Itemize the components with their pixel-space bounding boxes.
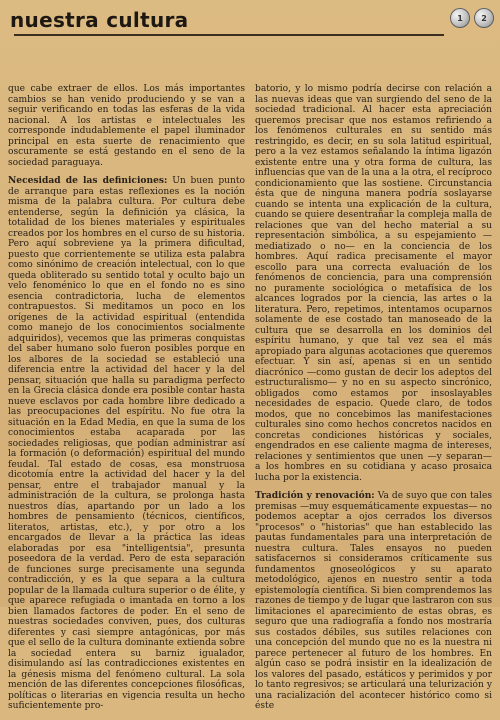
article-body [8,84,492,711]
section-heading: Necesidad de las definiciones: [8,175,168,186]
badge-group [450,8,494,28]
coin-icon [450,8,470,28]
header [8,4,498,34]
badge-label: 1 [457,13,463,23]
page-title: nuestra cultura [10,8,189,32]
title-rule [14,34,444,36]
left-column [8,84,245,720]
paragraph: que cabe extraer de ellos. Los más importantes cambios se han venido produciendo y se van a seguir verificando en todas las esferas de la vida nacional. A los artistas e intelectuales les corresponde indudablemente el papel iluminador principal en esta suerte de renacimiento que oscuramente se está gestando en el seno de la sociedad paraguaya. [8,84,245,168]
paragraph-text: Un buen punto de arranque para estas reflexiones es la noción misma de la palabra cultura. Por cultura debe entenderse, según la definición ya clásica, la totalidad de los bienes materiales y espirituales creados por los hombres en el curso de su historia. Pero aquí sobreviene ya la primera dificultad, puesto que corrientemente se utiliza esta palabra como sinónimo de creación intelectual, con lo que queda obliterado su sentido total y oculto bajo un velo fenoménico lo que en el fondo no es sino esencia contradictoria, lucha de elementos contrapuestos. Si meditamos un poco en los orígenes de la actividad espiritual (entendida como manejo de los conocimientos socialmente adquiridos), vecemos que las primeras conquistas del saber humano solo fueron posibles porque en los albores de la sociedad se estableció una diferencia entre la actividad del hacer y la del pensar, situación que halla su paradigma perfecto en la Grecia clásica donde era posible contar hasta nueve esclavos por cada hombre libre dedicado a las preocupaciones del espíritu. No fue otra la situación en la Edad Media, en que la suma de los conocimientos estaba acaparada por las sociedades religiosas, que podían administrar así la formación (o deformación) espiritual del mundo feudal. Tal estado de cosas, esa monstruosa dicotomía entre la actividad del hacer y la del pensar, entre el trabajador manual y la administración de la cultura, se prolonga hasta nuestros días, apartando por un lado a los hombres de pensamiento (técnicos, científicos, literatos, artistas, etc.), y por otro a los encargados de llevar a la práctica las ideas elaboradas por esa "intelligentsia", presunta poseedora de la verdad. Pero de esta separación de funciones surge precisamente una segunda contradicción, y es la que separa a la cultura popular de la llamada cultura superior o de élite, y que aparece refugiada o imantada en torno a los bien llamados factores de poder. En el seno de nuestras sociedades conviven, pues, dos culturas diferentes y casi siempre antagónicas, por más que el sello de la cultura dominante extienda sobre la sociedad entera su barniz igualador, disimulando así las contradicciones existentes en la génesis misma del fenómeno cultural. La sola mención de las diferentes concepciones filosóficas, políticas o literarias en vigencia resulta un hecho suficientemente pro- [8,176,245,711]
paragraph [255,491,492,712]
coin-icon [474,8,494,28]
paragraph [8,176,245,712]
paragraph-text: Va de suyo que con tales premisas —muy esquemáticamente expuestas— no podemos aceptar a ojos cerrados los diversos "procesos" o "historias" que han establecido las pautas fundamentales para una interpretación de nuestra cultura. Tales ensayos no pueden satisfacernos si consideramos críticamente sus fundamentos gnoseológicos y su aparato metodológico, ajenos en nuestro sentir a toda epistemología científica. Si bien comprendemos las razones de tiempo y de lugar que lastraron con sus limitaciones el aparecimiento de estas obras, es seguro que una radiografía a fondo nos mostraría sus costados débiles, sus sutiles relaciones con una concepción del mundo que no es la nuestra ni parece pertenecer al futuro de los hombres. En algún caso se podrá insistir en la idealización de los valores del pasado, estáticos y perimidos y por lo tanto regresivos; se articulará una telurización y una racialización del acontecer histórico como si éste [255,491,492,711]
badge-label: 2 [481,13,487,23]
section-heading: Tradición y renovación: [255,490,375,501]
right-column [255,84,492,720]
paragraph: batorio, y lo mismo podría decirse con relación a las nuevas ideas que van surgiendo del seno de la sociedad tradicional. Al hacer esta apreciación queremos precisar que nos estamos refiriendo a los fenómenos culturales en su sentido más restringido, es decir, en su sola latitud espiritual, pero a la vez estamos señalando la íntima ligazón existente entre una y otra forma de cultura, las influencias que van de la una a la otra, el recíproco condicionamiento que las sostiene. Circunstancia ésta que de ninguna manera podría soslayarse cuando se intenta una explicación de la cultura, cuando se quiere desentrañar la compleja malla de relaciones que van del hecho material a su representación simbólica, a su espejamiento —mediatizado o no— en la conciencia de los hombres. Aquí radica precisamente el mayor escollo para una correcta evaluación de los fenómenos de conciencia, para una comprensión no puramente sociológica o metafísica de los alcances logrados por la ciencia, las artes o la literatura. Pero, repetimos, intentamos ocuparnos solamente de ese costado tan manoseado de la cultura que se desarrolla en los dominios del espíritu humano, y que tal vez sea el más apropiado para algunas acotaciones que queremos efectuar. Y sin así, apenas si en un sentido diacrónico —como gustan de decir los adeptos del estructuralismo— y no en su aspecto sincrónico, obligados como estamos por insoslayables necesidades de espacio. Quede claro, de todos modos, que no concebimos las manifestaciones culturales sino como hechos concretos nacidos en concretas condiciones históricas y sociales, engendrados en ese caliente magma de intereses, relaciones y sentimientos que unen —y separan— a los hombres en su cotidiana y acaso prosaica lucha por la existencia. [255,84,492,483]
